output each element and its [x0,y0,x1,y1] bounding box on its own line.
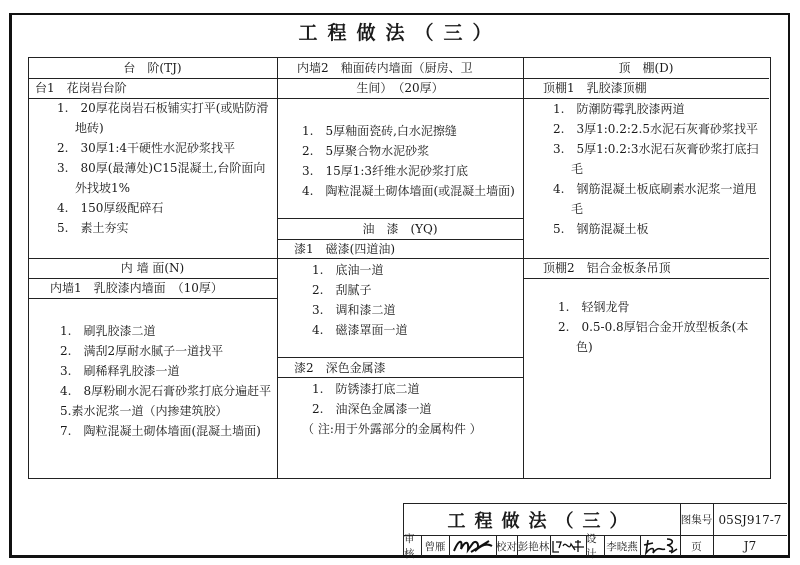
designer-signature [640,536,681,556]
list-item: 5. 素土夯实 [57,221,129,235]
list-item: 2. 0.5-0.8厚铝合金开放型板条(本色) [558,320,749,354]
section-header-steps: 台 阶(TJ) [123,61,182,75]
atlas-number: 05SJ917-7 [718,512,782,527]
reviewer-signature [449,536,497,556]
list-item: 1. 防潮防霉乳胶漆两道 [553,102,685,116]
list-item: 3. 刷稀释乳胶漆一道 [60,364,180,378]
title-block [403,503,787,560]
list-item: 7. 陶粒混凝土砌体墙面(混凝土墙面) [60,424,261,438]
list-item: 4. 陶粒混凝土砌体墙面(或混凝土墙面) [302,184,515,198]
list-item: 2. 满刮2厚耐水腻子一道找平 [60,344,224,358]
title-block-title: 工程做法（三） [404,504,681,535]
list-item: 2. 30厚1:4干硬性水泥砂浆找平 [57,141,236,155]
list-item: 1. 防锈漆打底二道 [312,382,420,396]
interior-wall-2-list [302,121,524,201]
list-item: 5.素水泥浆一道（内掺建筑胶） [60,404,228,418]
list-item: 1. 底油一道 [312,263,384,277]
divider [28,298,277,299]
list-item: 1. 20厚花岗岩石板铺实打平(或贴防滑地砖) [57,101,269,135]
page-number: J7 [743,539,757,553]
paint-1-list [312,260,517,340]
list-item: 3. 15厚1:3纤维水泥砂浆打底 [302,164,469,178]
atlas-label: 图集号 [680,504,714,535]
interior-wall-1-list [60,321,290,441]
ceiling-2-list [558,297,763,357]
subheader-paint-1: 漆1 磁漆(四道油) [294,242,395,256]
paint-2-list [302,379,522,439]
designer-name: 李晓燕 [604,536,641,556]
divider [523,278,769,279]
list-item: 2. 3厚1:0.2:2.5水泥石灰膏砂浆找平 [553,122,758,136]
ceiling-1-list [553,99,768,239]
reviewer-name: 曾雁 [421,536,450,556]
page-label: 页 [680,536,714,556]
subheader-steps-1: 台1 花岗岩台阶 [35,81,127,95]
list-item: 3. 5厚1:0.2:3水泥石灰膏砂浆打底扫毛 [553,142,759,176]
page-title: 工程做法（三） [298,22,502,44]
review-label: 审核 [404,536,422,556]
checker-name: 彭艳林 [517,536,551,556]
subheader-ceiling-2: 顶棚2 铝合金板条吊顶 [543,261,671,275]
list-item: 4. 磁漆罩面一道 [312,323,408,337]
list-item: 1. 5厚釉面瓷砖,白水泥擦缝 [302,124,457,138]
signature-row [404,533,787,560]
subheader-interior-wall-2-cont: 生间） （20厚） [356,81,444,95]
list-item: 2. 油深色金属漆一道 [312,402,432,416]
subheader-ceiling-1: 顶棚1 乳胶漆顶棚 [543,81,647,95]
section-header-interior-wall: 内 墙 面(N) [120,261,185,275]
section-header-paint: 油 漆 (YQ) [362,222,438,236]
list-item: 4. 钢筋混凝土板底刷素水泥浆一道甩毛 [553,182,757,216]
subheader-interior-wall-2: 内墙2 釉面砖内墙面（厨房、卫 [297,61,473,75]
list-item: 4. 150厚级配碎石 [57,201,164,215]
section-header-ceiling: 顶 棚(D) [618,61,674,75]
design-label: 设计 [586,536,605,556]
subheader-paint-2: 漆2 深色金属漆 [294,361,386,375]
list-item: 3. 调和漆二道 [312,303,396,317]
list-item: 4. 8厚粉刷水泥石膏砂浆打底分遍赶平 [60,384,272,398]
list-item: 2. 5厚聚合物水泥砂浆 [302,144,430,158]
divider [277,98,523,99]
steps-1-list [57,98,272,238]
list-item: （ 注:用于外露部分的金属构件 ） [302,422,482,436]
check-label: 校对 [496,536,518,556]
list-item: 2. 刮腻子 [312,283,372,297]
list-item: 5. 钢筋混凝土板 [553,222,649,236]
subheader-interior-wall-1: 内墙1 乳胶漆内墙面 （10厚） [50,281,223,295]
list-item: 1. 刷乳胶漆二道 [60,324,156,338]
checker-signature [550,536,587,556]
list-item: 1. 轻钢龙骨 [558,300,630,314]
list-item: 3. 80厚(最薄处)C15混凝土,台阶面向外找坡1% [57,161,266,195]
